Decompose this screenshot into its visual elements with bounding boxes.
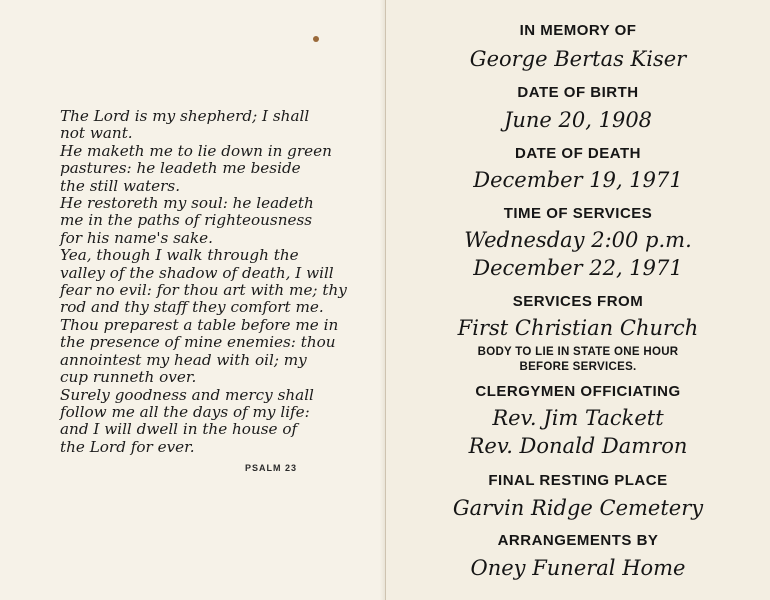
- dob-label: DATE OF BIRTH: [517, 84, 639, 101]
- psalm-line: not want.: [60, 124, 133, 143]
- psalm-line: He restoreth my soul: he leadeth: [60, 194, 314, 213]
- psalm-line: fear no evil: for thou art with me; thy: [60, 281, 347, 300]
- psalm-line: rod and thy staff they comfort me.: [60, 298, 324, 317]
- resting-place: Garvin Ridge Cemetery: [452, 496, 704, 520]
- psalm-line: Thou preparest a table before me in: [60, 315, 339, 334]
- psalm-line: valley of the shadow of death, I will: [60, 263, 334, 282]
- psalm-text: [60, 108, 360, 456]
- deceased-name: George Bertas Kiser: [469, 47, 687, 71]
- psalm-line: and I will dwell in the house of: [60, 420, 298, 439]
- psalm-line: Surely goodness and mercy shall: [60, 385, 314, 404]
- psalm-line: He maketh me to lie down in green: [60, 141, 332, 160]
- clergy-first: Rev. Jim Tackett: [492, 406, 664, 430]
- dod-value: December 19, 1971: [473, 168, 683, 192]
- psalm-line: the presence of mine enemies: thou: [60, 333, 336, 352]
- memorial-panel: [386, 0, 770, 600]
- psalm-reference: PSALM 23: [245, 463, 298, 473]
- services-from-label: SERVICES FROM: [512, 293, 644, 310]
- psalm-line: the still waters.: [60, 176, 181, 195]
- funeral-home: Oney Funeral Home: [470, 556, 686, 580]
- services-location: First Christian Church: [457, 316, 699, 340]
- dod-label: DATE OF DEATH: [515, 145, 641, 162]
- services-time: Wednesday 2:00 p.m.: [464, 228, 692, 252]
- arrangements-label: ARRANGEMENTS BY: [497, 532, 659, 549]
- clergy-label: CLERGYMEN OFFICIATING: [475, 383, 681, 400]
- clergy-second: Rev. Donald Damron: [468, 434, 688, 458]
- lie-in-state-line1: BODY TO LIE IN STATE ONE HOUR: [477, 346, 679, 358]
- services-date: December 22, 1971: [473, 256, 683, 280]
- psalm-line: Yea, though I walk through the: [60, 246, 299, 265]
- psalm-line: the Lord for ever.: [60, 437, 195, 456]
- services-time-label: TIME OF SERVICES: [503, 205, 653, 222]
- dob-value: June 20, 1908: [503, 108, 653, 132]
- in-memory-label: IN MEMORY OF: [519, 22, 637, 39]
- psalm-line: cup runneth over.: [60, 368, 197, 387]
- lie-in-state-line2: BEFORE SERVICES.: [519, 361, 637, 373]
- psalm-line: annointest my head with oil; my: [60, 350, 307, 369]
- psalm-line: pastures: he leadeth me beside: [60, 159, 301, 178]
- paper-speck: [313, 36, 319, 42]
- psalm-line: me in the paths of righteousness: [60, 211, 313, 230]
- psalm-line: The Lord is my shepherd; I shall: [60, 107, 310, 125]
- psalm-line: follow me all the days of my life:: [60, 402, 310, 421]
- resting-place-label: FINAL RESTING PLACE: [488, 472, 668, 489]
- psalm-line: for his name's sake.: [60, 228, 214, 247]
